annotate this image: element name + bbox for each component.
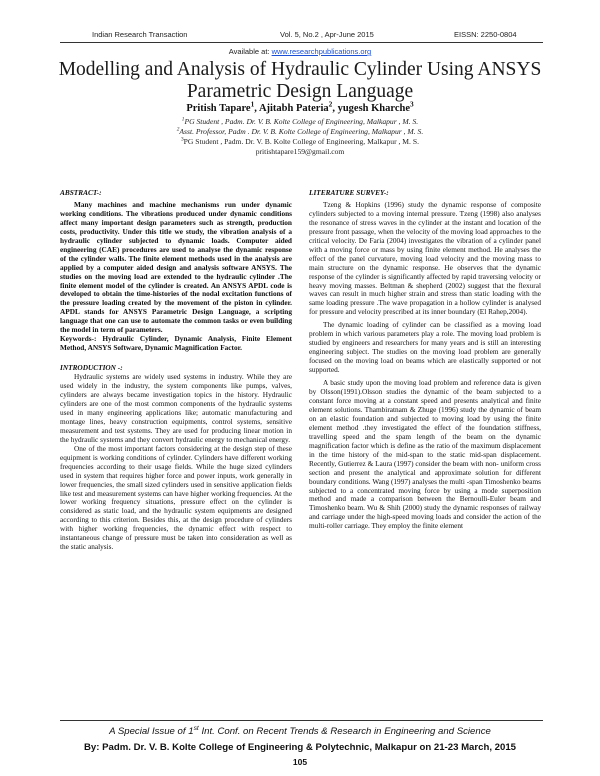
aff-sup: 1 xyxy=(181,116,185,123)
conference-text: Int. Conf. on Recent Trends & Research in Engineering and Science xyxy=(198,726,491,737)
organizer-line: By: Padm. Dr. V. B. Kolte College of Engineering & Polytechnic, Malkapur on 21-23 March, 2015 xyxy=(83,742,516,753)
literature-paragraph: A basic study upon the moving load problem and reference data is given by Olsson(1991).Olsson studies the dynamic of the beam subjected to a constant force moving at a constant speed and presents analytical and finite element solutions. Thambiratnam & Zhuge (1996) study the dynamic of beam on an elastic foundation and subjected to moving load by using the finite element method .they investigated the effect of the foundation stiffness, travelling speed and the spam length of the beam on the dynamic magnification factor which is define as the ratio of the maximum displacement in the time history of the mid-span to the static mid-span displacement. Recently, Gutierrez & Laura (1997) consider the beam with non- uniform cross section and present the analytical and approximate solution for different boundary conditions. Wang (1997) analyses the multi -span Timoshenko beams subjected to a concentrated moving force by using a mode superposition method and made a comparison between the Bernoulli-Euler beam and Timoshenko beam. Wu & Shih (2000) study the dynamic responses of railway and carriage under the high-speed moving loads and consider the action of the multi-roller carriage. They employ the finite element xyxy=(309,378,541,531)
aff-text: PG Student , Padm. Dr. V. B. Kolte College of Engineering, Malkapur , M. S. xyxy=(184,117,419,126)
literature-paragraph: Tzeng & Hopkins (1996) study the dynamic response of composite cylinders subjected to a moving internal pressure. Tzeng (1998) also analyses the resonance of stress waves in the cylinder at the instant and location of the pressure front passage, when the velocity of the moving load approaches to the critical velocity. De Faria (2004) investigates the vibration of a cylinder panel with a moving force or mass by using finite element method. He analyses the effect of the panel curvature, moving load velocity and the moving mass to main structure on the dynamic response. He observes that the dynamic response of the cylinder is significantly affected by rapid traversing velocity or heavy moving masses. Beltman & shepherd (2002) suggest that the flexural waves can result in much higher strain and stress than static loading with the same loading pressure .The wave propagation in a hollow cylinder is analysed for pressure and velocity prescribed at its inner boundary (El Rahep,2004). xyxy=(309,199,541,317)
author-sup: 2 xyxy=(328,99,333,109)
intro-paragraph: One of the most important factors considering at the design step of these equipment is working conditions of cylinder. Cylinders have different working frequencies according to their usage fields. While the huge sized cylinders used in system that requires higher force and power inputs, work generally in lower frequencies, the small sized cylinders used in sensitive application fields like test and measurement systems can have higher working frequencies. At the lower working frequency situations, pressure effect on the cylinder is considered as static load, and the hydraulic system equipments are designed according to this criterion. Besides this, at the design procedure of cylinders with higher working frequencies, the dynamic effect with respect to instantaneous change of pressure must be taken into consideration as well as the static analysis. xyxy=(60,443,292,552)
introduction-heading: INTRODUCTION -: xyxy=(60,363,123,373)
conference-sup: st xyxy=(193,724,199,732)
conference-text: A Special Issue of 1 xyxy=(109,726,194,737)
footer-rule xyxy=(60,720,543,721)
author-name: Ajitabh Pateria xyxy=(258,103,329,114)
publications-link[interactable]: www.researchpublications.org xyxy=(271,47,372,56)
intro-paragraph: Hydraulic systems are widely used systems in industry. While they are used widely in the industry, the system components like pumps, valves, cylinders are always became investigation topics in the history. Hydraulic cylinders are one of the most common components of the hydraulic systems used in many engineering applications like; automatic manufacturing and montage lines, heavy construction equipments, control systems, sensitive measurement and test systems. They are used for producing linear motion in the hydraulic systems and they convert hydraulic energy to mechanical energy. xyxy=(60,372,292,444)
right-column xyxy=(309,189,541,531)
literature-heading: LITERATURE SURVEY-: xyxy=(309,188,389,197)
author-email: pritishtapare159@gmail.com xyxy=(255,147,345,156)
page-number: 105 xyxy=(292,757,308,767)
aff-text: PG Student , Padm. Dr. V. B. Kolte College of Engineering, Malkapur , M. S. xyxy=(183,137,419,146)
left-column xyxy=(60,189,292,552)
abstract-heading: ABSTRACT-: xyxy=(60,188,102,197)
abstract-body: Many machines and machine mechanisms run under dynamic working conditions. The vibrations produced under dynamic conditions affect many important design parameters such as strength, production costs, productivity. Under this title we study, the vibration analysis of a hydraulic cylinder subjected to dynamic loads. Computer aided engineering (CAE) procedures are used to analyse the dynamic response of the cylinder walls. The finite element methods used in the analysis are applied by a computer aided design and analysis software ANSYS. The studies on the moving load are extended to the hydraulic cylinder .The finite element model of the cylinder is created. An ANSYS APDL code is developed to obtain the time-histories of the nodal excitation functions of the pressure loading created by the movement of the piston in cylinder. APDL stands for ANSYS Parametric Design Language, a scripting language that one can use to automate the common tasks or even building the model in term of parameters. xyxy=(60,199,292,335)
eissn: EISSN: 2250-0804 xyxy=(454,30,517,39)
header-rule xyxy=(60,42,543,43)
conference-line xyxy=(0,726,600,737)
author-name: Pritish Tapare xyxy=(186,103,251,114)
volume-info: Vol. 5, No.2 , Apr-June 2015 xyxy=(280,30,374,39)
author-list: Pritish Tapare$^1$, Ajitabh Pateria$^2$, yugesh Kharche$^3$ xyxy=(186,99,414,114)
affiliation-2 xyxy=(0,127,600,136)
aff-text: Asst. Professor, Padm . Dr. V. B. Kolte College of Engineering, Malkapur , M. S. xyxy=(179,127,424,136)
author-sup: 1 xyxy=(250,99,255,109)
aff-sup: 2 xyxy=(176,126,180,133)
literature-paragraph: The dynamic loading of cylinder can be classified as a moving load problem in which various parameters play a role. The moving load problem is studied by engineers and researchers for many years and is still an interesting engineering subject. The studies on the moving load problem are generally focused on the moving load on beams which are elastically supported or not supported. xyxy=(309,320,541,375)
availability-line xyxy=(0,47,600,56)
paper-title: Modelling and Analysis of Hydraulic Cylinder Using ANSYS Parametric Design Language xyxy=(58,59,542,102)
keywords: Keywords-: Hydraulic Cylinder, Dynamic Analysis, Finite Element Method, ANSYS Software, Dynamic Magnification Factor. xyxy=(60,334,292,353)
author-name: yugesh Kharche xyxy=(337,103,411,114)
author-sup: 3 xyxy=(410,99,414,109)
affiliation-1 xyxy=(0,117,600,126)
aff-sup: 3 xyxy=(181,136,184,143)
available-label: Available at: xyxy=(228,47,270,56)
affiliation-3 xyxy=(0,137,600,146)
journal-name: Indian Research Transaction xyxy=(92,30,188,39)
